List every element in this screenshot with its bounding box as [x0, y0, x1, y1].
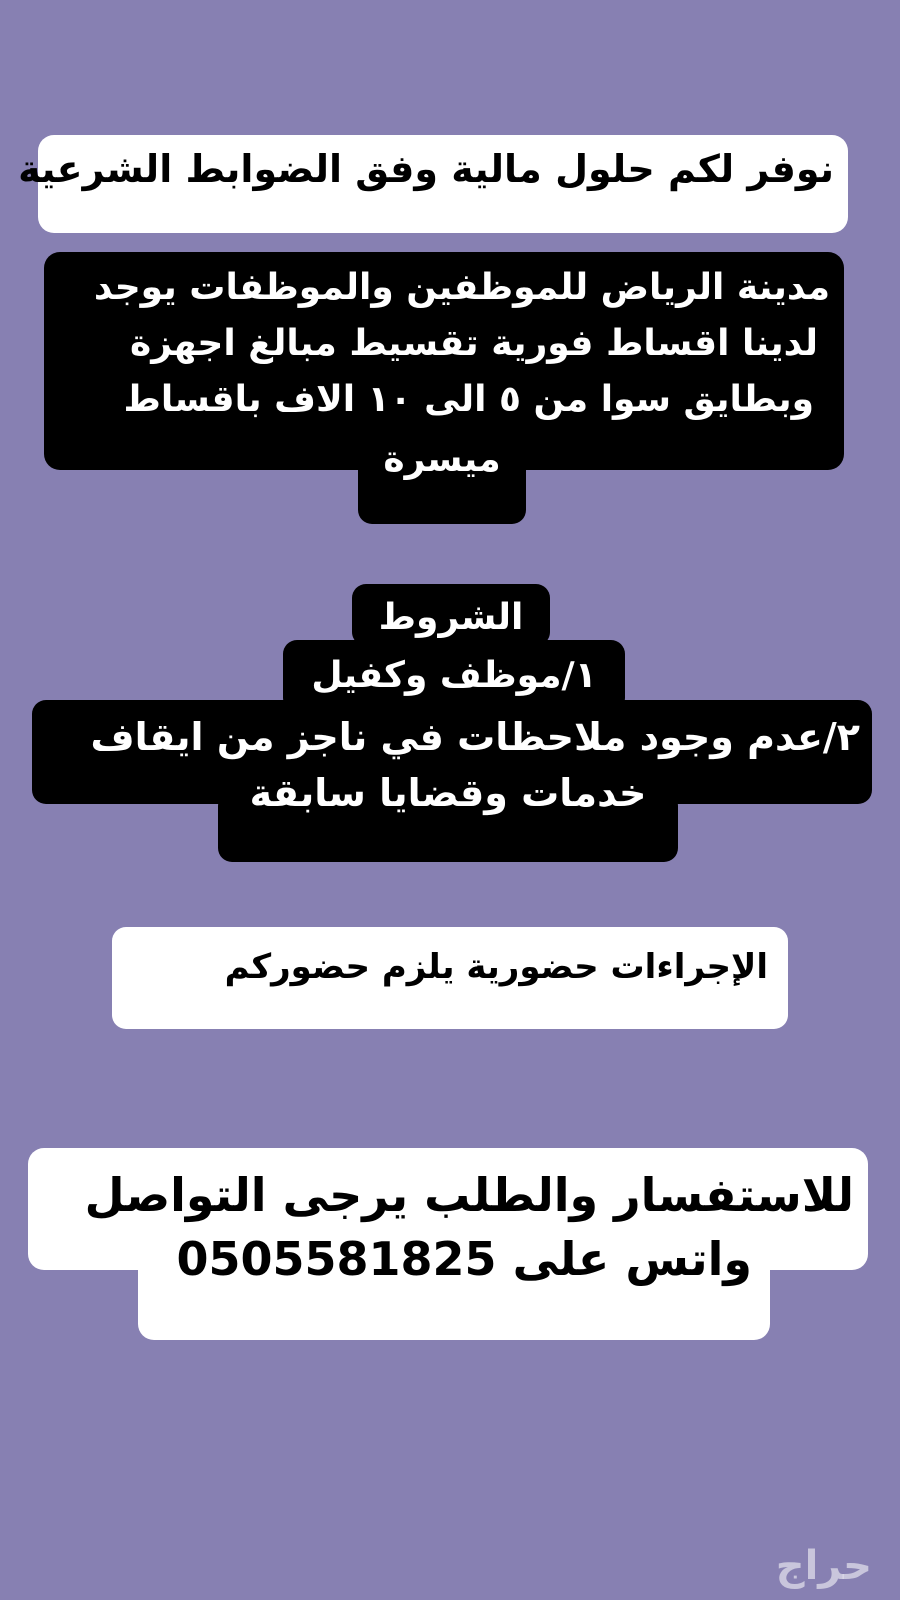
offer-line-3: وبطايق سوا من ٥ الى ١٠ الاف باقساط	[123, 379, 814, 420]
conditions-item-2: ٢/عدم وجود ملاحظات في ناجز من ايقاف	[90, 715, 860, 759]
conditions-title: الشروط	[378, 597, 524, 638]
contact-line-2	[176, 1232, 752, 1286]
conditions-item-3: خدمات وقضايا سابقة	[249, 771, 647, 815]
offer-line-4: ميسرة	[383, 439, 501, 480]
headline-text: نوفر لكم حلول مالية وفق الضوابط الشرعية	[18, 147, 834, 191]
contact-prefix: واتس على	[512, 1232, 752, 1286]
contact-line-1: للاستفسار والطلب يرجى التواصل	[84, 1168, 854, 1222]
procedure-text: الإجراءات حضورية يلزم حضوركم	[224, 947, 768, 987]
contact-phone: 0505581825	[176, 1232, 497, 1286]
conditions-item-1: ١/موظف وكفيل	[311, 655, 597, 696]
haraj-watermark: حراج	[775, 1543, 872, 1589]
offer-line-2: لدينا اقساط فورية تقسيط مبالغ اجهزة	[130, 323, 818, 364]
offer-line-1: مدينة الرياض للموظفين والموظفات يوجد	[93, 267, 830, 308]
